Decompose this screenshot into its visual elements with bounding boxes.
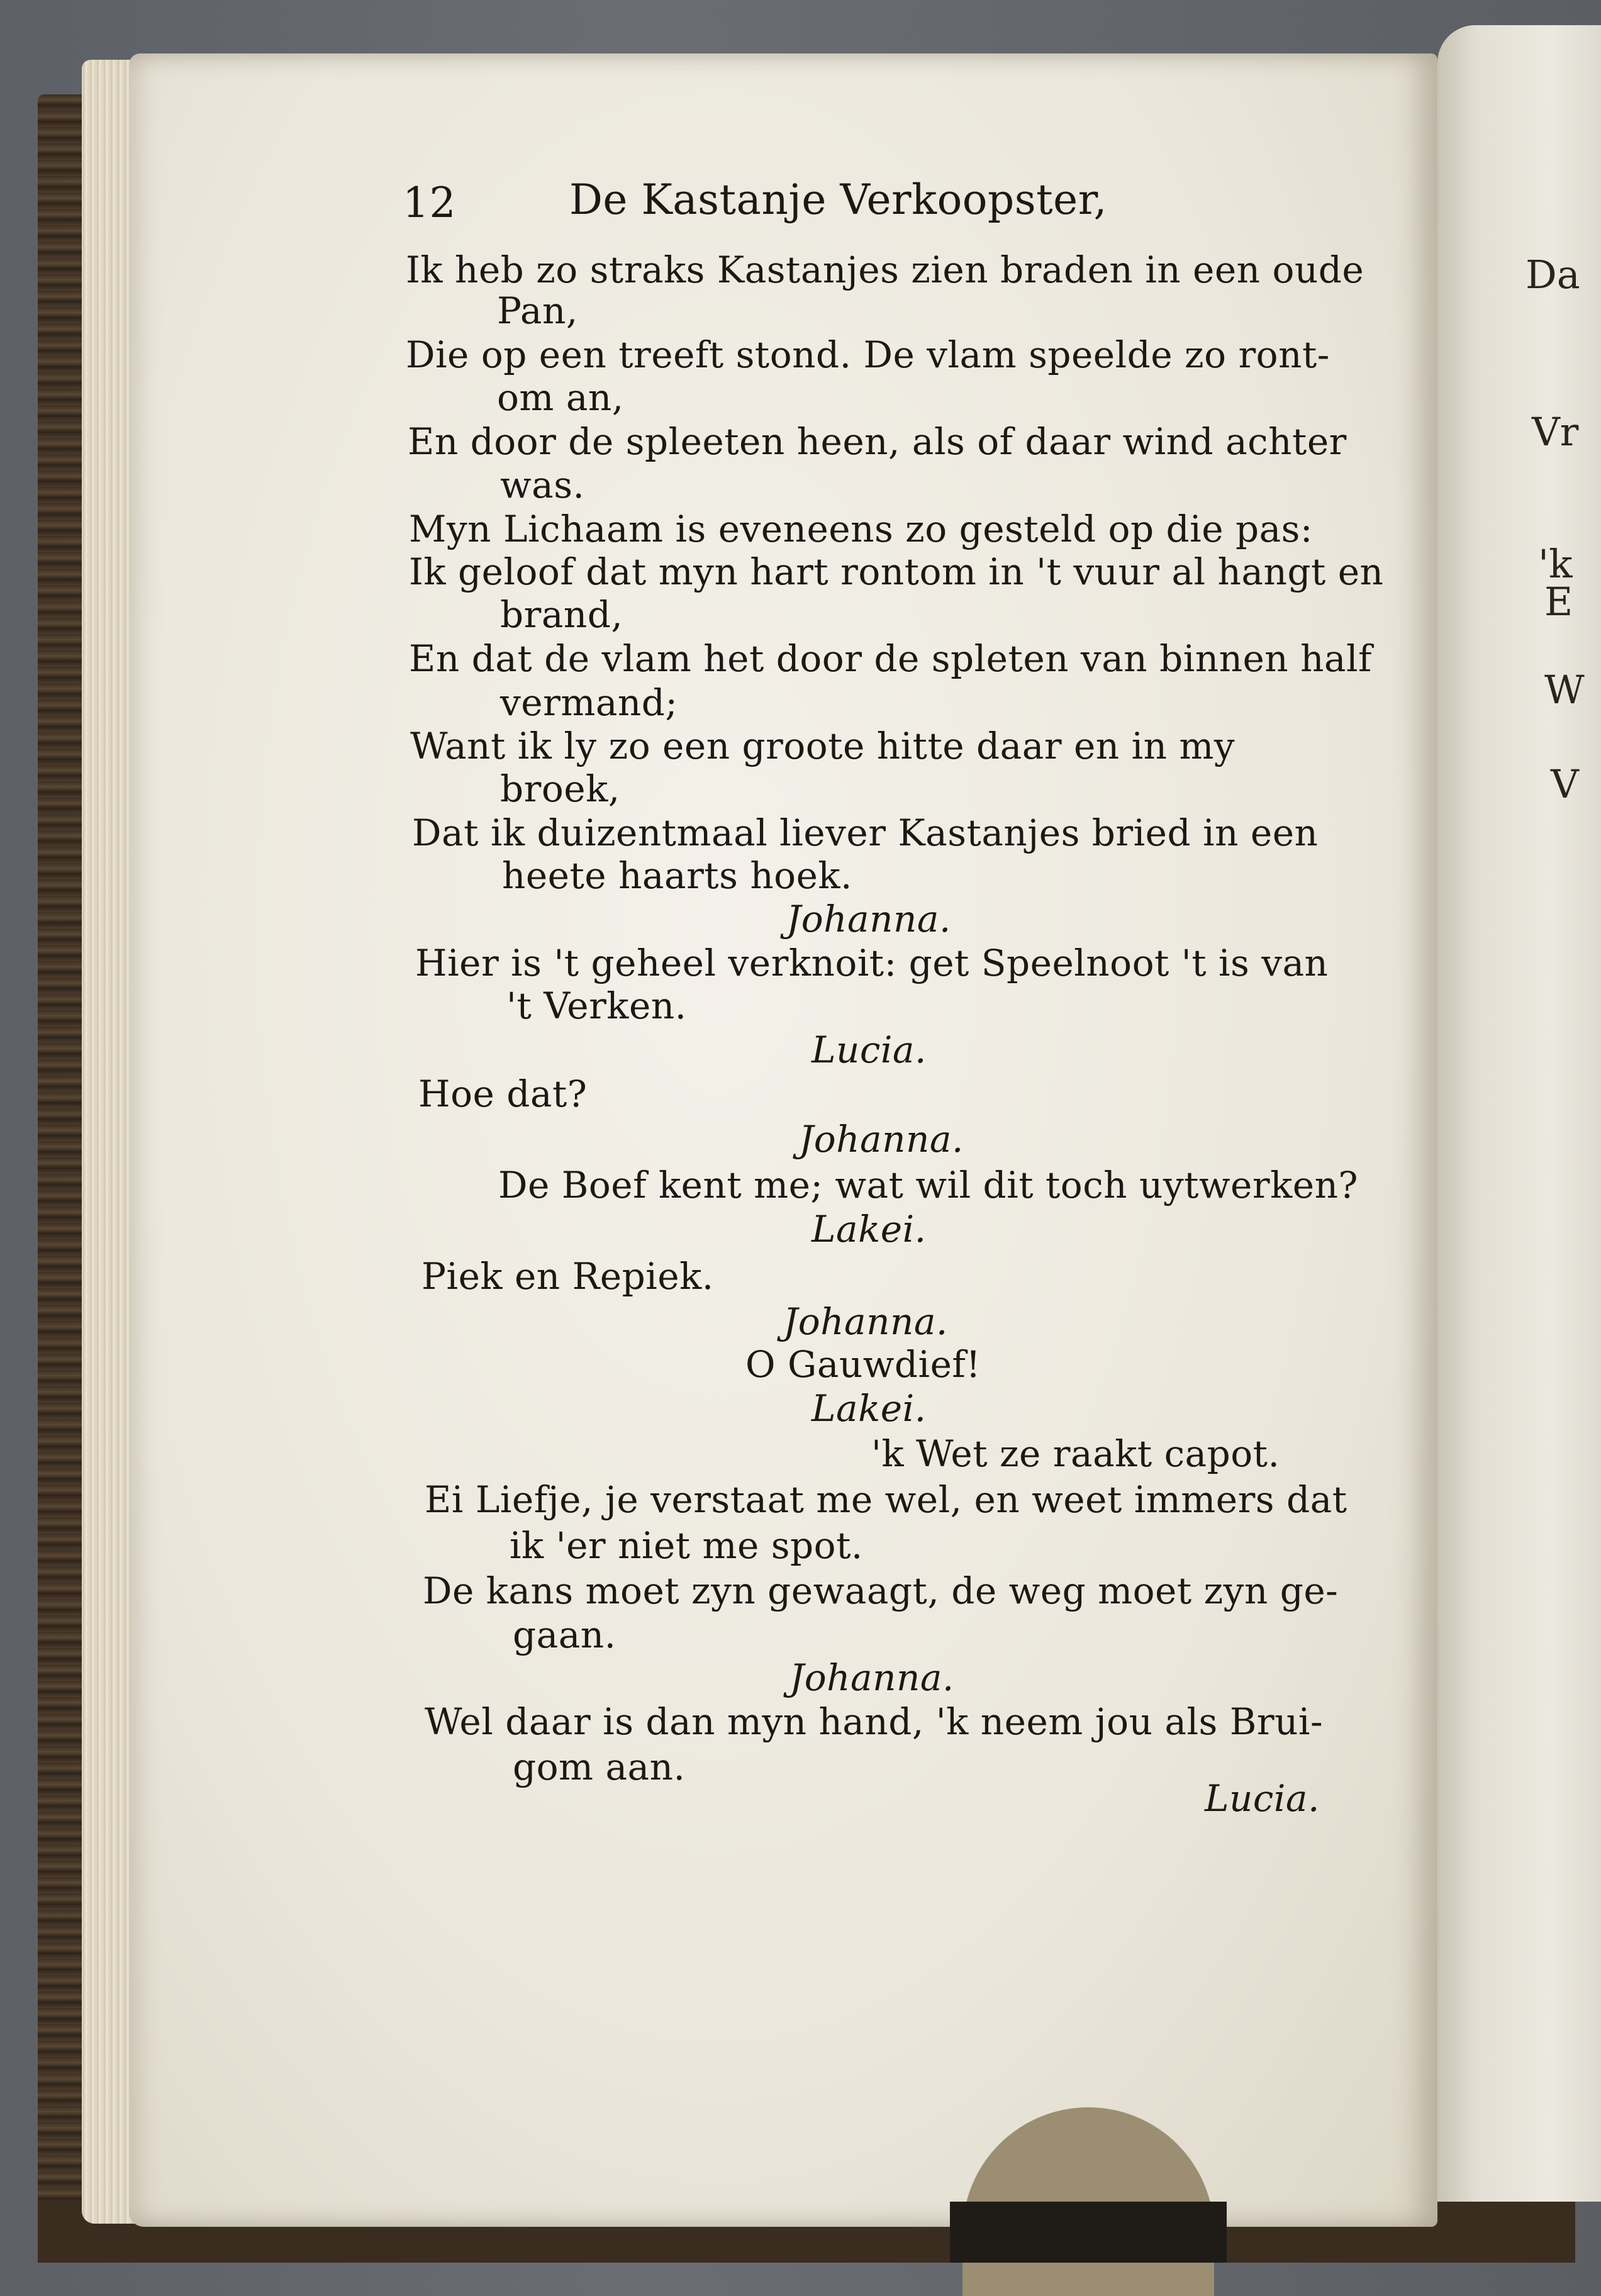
verse-line: vermand; [500,681,678,724]
book-page [129,53,1437,2227]
verse-line: brand, [500,593,623,636]
verse-line: gaan. [513,1613,616,1656]
verse-line: om an, [497,376,624,419]
verse-line: De Boef kent me; wat wil dit toch uytwerken? [498,1164,1359,1207]
verse-line: En dat de vlam het door de spleten van binnen half [409,637,1373,680]
speaker-name: Lakei. [812,1208,927,1251]
verse-line: De kans moet zyn gewaagt, de weg moet zyn ge- [423,1569,1339,1612]
running-head: De Kastanje Verkoopster, [569,176,1108,224]
verse-line: O Gauwdief! [745,1343,981,1386]
speaker-name: Johanna. [799,1118,964,1161]
verse-line: Hier is 't geheel verknoit: get Speelnoot 't is van [415,942,1329,984]
verse-line: En door de spleeten heen, als of daar wind achter [408,420,1347,463]
facing-page-fragment: Da [1526,252,1580,298]
speaker-name: Johanna. [786,898,951,940]
verse-line: broek, [500,767,620,810]
facing-page-fragment: E [1544,579,1573,625]
verse-line: Dat ik duizentmaal liever Kastanjes bried in een [412,811,1319,854]
verse-line: Wel daar is dan myn hand, 'k neem jou als Brui- [425,1700,1324,1743]
verse-line: Ik heb zo straks Kastanjes zien braden in een oude [406,248,1364,291]
verse-line: Hoe dat? [418,1073,588,1115]
facing-page-fragment: V [1551,761,1579,807]
facing-page-fragment: W [1544,667,1585,713]
verse-line: was. [500,464,585,506]
verse-line: gom aan. [513,1746,686,1788]
speaker-name: Lucia. [812,1028,927,1071]
speaker-name: Johanna. [789,1656,954,1699]
verse-line: Myn Lichaam is eveneens zo gesteld op die pas: [409,508,1313,550]
verse-line: heete haarts hoek. [502,854,852,897]
verse-line: 'k Wet ze raakt capot. [871,1432,1280,1475]
verse-line: Ei Liefje, je verstaat me wel, en weet immers dat [425,1478,1347,1521]
speaker-name: Johanna. [783,1300,948,1343]
speaker-name: Lakei. [812,1387,927,1430]
verse-line: Ik geloof dat myn hart rontom in 't vuur al hangt en [409,550,1384,593]
page-number: 12 [403,179,456,227]
verse-line: Die op een treeft stond. De vlam speelde zo ront- [406,333,1330,376]
verse-line: 't Verken. [506,984,687,1027]
facing-page [1437,25,1601,2202]
catchword: Lucia. [1205,1777,1320,1820]
facing-page-fragment: 'k [1538,541,1573,587]
verse-line: Want ik ly zo een groote hitte daar en in my [410,725,1236,767]
verse-line: ik 'er niet me spot. [510,1524,863,1567]
thumb-shadow [950,2202,1227,2263]
facing-page-fragment: Vr [1532,409,1579,455]
verse-line: Pan, [497,289,578,332]
verse-line: Piek en Repiek. [421,1255,714,1298]
